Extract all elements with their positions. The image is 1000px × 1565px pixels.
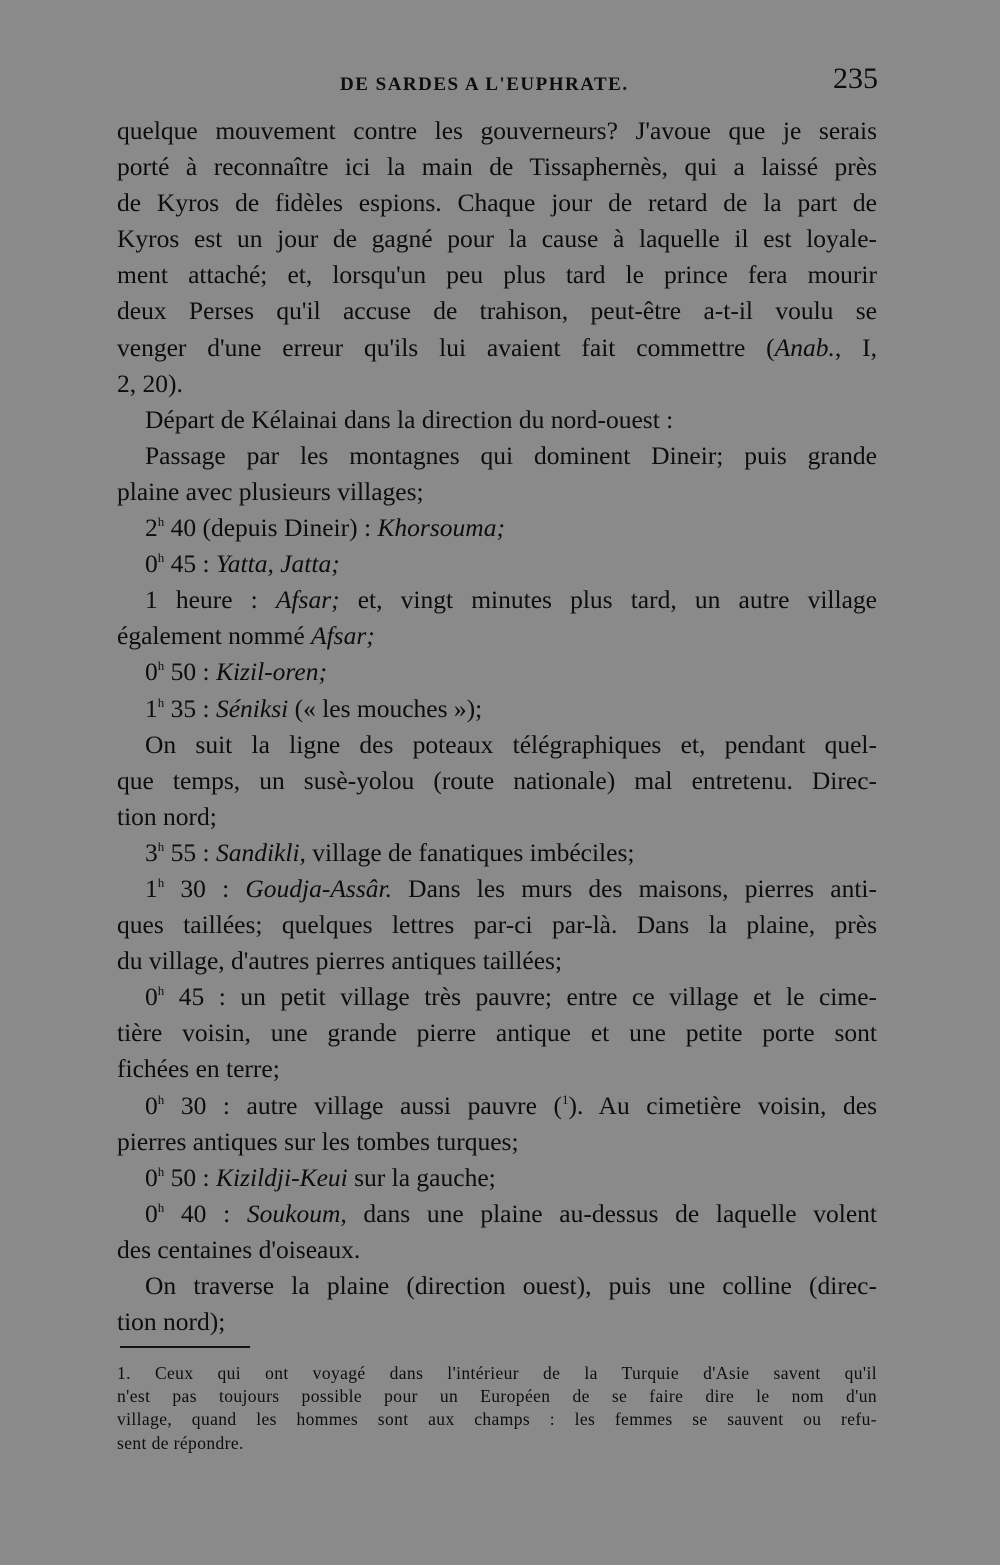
footnote-line: 1. Ceux qui ont voyagé dans l'intérieur de la Turquie d'Asie savent qu'il	[117, 1363, 877, 1383]
running-title: DE SARDES A L'EUPHRATE.	[340, 74, 629, 95]
page-number: 235	[833, 62, 878, 95]
time-hours: 3	[145, 837, 158, 867]
itinerary-line	[117, 510, 877, 546]
text-segment: 40 :	[164, 1198, 247, 1228]
text-line: du village, d'autres pierres antiques taillées;	[117, 946, 563, 976]
text-line: porté à reconnaître ici la main de Tissaphernès, qui a laissé près	[117, 152, 877, 182]
itinerary-line	[117, 691, 877, 727]
text-segment: et, vingt minutes plus tard, un autre village	[339, 585, 877, 615]
text-line: fichées en terre;	[117, 1054, 280, 1084]
footnote-line: village, quand les hommes sont aux champs : les femmes se sauvent ou refu-	[117, 1409, 877, 1430]
time-unit: h	[157, 983, 165, 999]
time-hours: 0	[145, 657, 158, 687]
text-line: ment attaché; et, lorsqu'un peu plus tard le prince fera mourir	[117, 260, 877, 290]
itinerary-line	[117, 654, 877, 690]
footnote-line: n'est pas toujours possible pour un Européen de se faire dire le nom d'un	[117, 1386, 877, 1407]
text-segment: venger d'une erreur qu'ils lui avaient fait commettre (	[117, 332, 775, 362]
text-line: des centaines d'oiseaux.	[117, 1234, 361, 1264]
text-segment: 50 :	[164, 657, 216, 687]
text-segment: également nommé	[117, 621, 312, 651]
text-segment: 1 heure :	[145, 585, 276, 615]
text-line: pierres antiques sur les tombes turques;	[117, 1126, 519, 1156]
itinerary-line	[117, 871, 877, 907]
time-unit: h	[157, 1199, 165, 1215]
text-line: On traverse la plaine (direction ouest), puis une colline (direc-	[145, 1271, 877, 1300]
body-text	[117, 113, 877, 1340]
place-name: Soukoum,	[246, 1198, 347, 1228]
time-unit: h	[157, 658, 165, 674]
text-line: On suit la ligne des poteaux télégraphiques et, pendant quel-	[145, 729, 877, 759]
text-line: tion nord;	[117, 801, 217, 831]
itinerary-line	[117, 979, 877, 1015]
time-unit: h	[157, 1091, 165, 1107]
footnote-ref: 1	[562, 1091, 569, 1107]
time-unit: h	[157, 550, 165, 566]
text-segment: (« les mouches »);	[288, 693, 483, 723]
time-unit: h	[157, 694, 165, 710]
text-line: tion nord);	[117, 1307, 226, 1337]
text-segment: 50 :	[164, 1162, 216, 1192]
footnote-line: sent de répondre.	[117, 1432, 244, 1453]
place-name: Afsar;	[275, 585, 340, 615]
place-name: Khorsouma;	[377, 513, 505, 543]
text-line: de Kyros de fidèles espions. Chaque jour de retard de la part de	[117, 188, 877, 218]
place-name: Kizil-oren;	[215, 657, 327, 687]
footnote-divider	[120, 1346, 250, 1348]
text-line: Départ de Kélainai dans la direction du nord-ouest :	[145, 404, 674, 434]
text-segment: 30 : autre village aussi pauvre (	[164, 1090, 563, 1120]
text-segment: Dans les murs des maisons, pierres anti-	[392, 873, 877, 903]
itinerary-line	[117, 1088, 877, 1124]
text-segment: , I,	[834, 332, 877, 362]
citation-italic: Anab.	[774, 332, 835, 362]
text-line: plaine avec plusieurs villages;	[117, 476, 424, 506]
place-name: Yatta, Jatta;	[215, 549, 340, 579]
text-line: tière voisin, une grande pierre antique et une petite porte sont	[117, 1018, 877, 1048]
place-name: Séniksi	[215, 693, 289, 723]
text-line: Passage par les montagnes qui dominent Dineir; puis grande	[145, 440, 877, 470]
time-hours: 0	[145, 982, 158, 1012]
text-segment: 30 :	[164, 873, 246, 903]
text-line	[117, 618, 877, 654]
itinerary-line	[117, 1160, 877, 1196]
time-unit: h	[157, 874, 165, 890]
time-unit: h	[157, 838, 165, 854]
footnote	[117, 1362, 877, 1455]
place-name: Goudja-Assâr.	[245, 873, 392, 903]
text-line	[117, 330, 877, 366]
text-segment: village de fanatiques imbéciles;	[305, 837, 635, 867]
itinerary-line	[117, 835, 877, 871]
time-hours: 0	[145, 1198, 158, 1228]
time-unit: h	[157, 1163, 165, 1179]
time-hours: 2	[145, 513, 158, 543]
text-segment: dans une plaine au-dessus de laquelle volent	[346, 1198, 877, 1228]
time-hours: 0	[145, 1162, 158, 1192]
text-line: Kyros est un jour de gagné pour la cause à laquelle il est loyale-	[117, 224, 877, 254]
running-head	[118, 62, 878, 102]
text-line: 2, 20).	[117, 368, 183, 398]
text-segment: sur la gauche;	[347, 1162, 496, 1192]
text-line: que temps, un susè-yolou (route nationale) mal entretenu. Direc-	[117, 765, 877, 795]
text-segment: 45 :	[164, 549, 216, 579]
time-hours: 0	[145, 549, 158, 579]
place-name: Afsar;	[311, 621, 375, 651]
text-line: quelque mouvement contre les gouverneurs? J'avoue que je serais	[117, 116, 877, 145]
time-unit: h	[157, 514, 165, 530]
text-segment: 35 :	[164, 693, 216, 723]
text-line: ques taillées; quelques lettres par-ci par-là. Dans la plaine, près	[117, 910, 877, 940]
text-line: deux Perses qu'il accuse de trahison, peut-être a-t-il voulu se	[117, 296, 877, 326]
place-name: Kizildji-Keui	[215, 1162, 348, 1192]
time-hours: 1	[145, 873, 158, 903]
time-hours: 1	[145, 693, 158, 723]
itinerary-line	[117, 582, 877, 618]
time-hours: 0	[145, 1090, 158, 1120]
text-segment: 40 (depuis Dineir) :	[164, 513, 378, 543]
text-segment: 55 :	[164, 837, 216, 867]
itinerary-line	[117, 1196, 877, 1232]
text-segment: 45 : un petit village très pauvre; entre ce village et le cime-	[164, 982, 877, 1012]
text-segment: ). Au cimetière voisin, des	[568, 1090, 877, 1120]
place-name: Sandikli,	[215, 837, 306, 867]
itinerary-line	[117, 546, 877, 582]
